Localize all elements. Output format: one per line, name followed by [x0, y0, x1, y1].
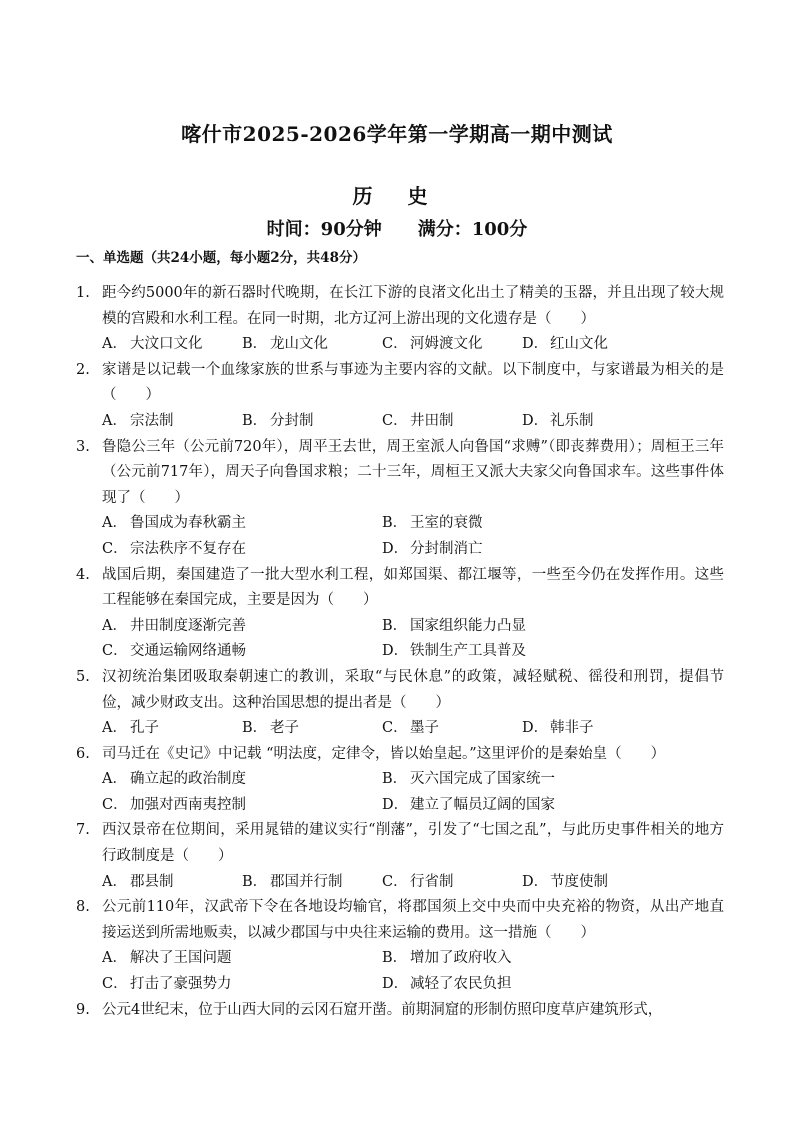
option-b: B． 老子 — [242, 720, 299, 737]
subject-title: 历 史 — [352, 184, 442, 208]
question-number: 6. — [76, 745, 90, 762]
option-c: C． 交通运输网络通畅 — [102, 643, 246, 660]
question-4 — [76, 563, 724, 665]
exam-title: 喀什市2025-2026学年第一学期高一期中测试 — [181, 122, 613, 146]
option-b: B． 灭六国完成了国家统一 — [382, 771, 555, 788]
score-label: 满分：100分 — [417, 219, 528, 240]
option-a: A． 郡县制 — [102, 873, 174, 890]
question-text: 汉初统治集团吸取秦朝速亡的教训，采取“与民休息”的政策，减轻赋税、徭役和刑罚，提倡节俭，减少财政支出。这种治国思想的提出者是（ ） — [102, 668, 724, 711]
section-heading: 一、单选题（共24小题，每小题2分，共48分） — [76, 250, 366, 266]
option-c: C． 宗法秩序不复存在 — [102, 540, 246, 557]
question-number: 1. — [76, 285, 90, 301]
options — [102, 332, 724, 358]
question-number: 8. — [76, 899, 90, 916]
option-b: B． 分封制 — [242, 412, 314, 429]
question-1 — [76, 281, 724, 358]
option-d: D． 建立了幅员辽阔的国家 — [382, 796, 555, 813]
option-b: B． 龙山文化 — [242, 336, 328, 353]
option-b: B． 王室的衰微 — [382, 515, 483, 532]
options — [102, 870, 724, 896]
time-label: 时间：90分钟 — [266, 219, 382, 240]
question-number: 7. — [76, 822, 90, 839]
option-a: A． 确立起的政治制度 — [102, 771, 246, 788]
option-a: A． 解决了王国问题 — [102, 950, 232, 967]
option-d: D． 减轻了农民负担 — [382, 976, 512, 993]
option-a: A． 大汶口文化 — [102, 336, 203, 353]
options — [102, 511, 724, 562]
option-b: B． 郡国并行制 — [242, 873, 343, 890]
options — [102, 716, 724, 742]
option-a: A． 宗法制 — [102, 412, 174, 429]
question-number: 3. — [76, 438, 90, 455]
question-number: 4. — [76, 566, 90, 583]
question-text: 公元4世纪末，位于山西大同的云冈石窟开凿。前期洞窟的形制仿照印度草庐建筑形式， — [102, 1001, 663, 1018]
option-d: D． 礼乐制 — [522, 412, 594, 429]
option-d: D． 韩非子 — [522, 720, 594, 737]
question-number: 9. — [76, 1001, 90, 1018]
options — [102, 409, 724, 435]
question-number: 2. — [76, 361, 90, 378]
option-c: C． 行省制 — [382, 873, 454, 890]
question-number: 5. — [76, 668, 90, 685]
question-3 — [76, 435, 724, 563]
option-d: D． 铁制生产工具普及 — [382, 643, 526, 660]
question-text: 距今约5000年的新石器时代晚期，在长江下游的良渚文化出土了精美的玉器，并且出现了较大规模的宫殿和水利工程。在同一时期，北方辽河上游出现的文化遗存是（ ） — [102, 285, 724, 327]
option-d: D． 分封制消亡 — [382, 540, 483, 557]
question-text: 西汉景帝在位期间，采用晁错的建议实行“削藩”，引发了“七国之乱”，与此历史事件相关的地方行政制度是（ ） — [102, 822, 724, 865]
option-c: C． 井田制 — [382, 412, 454, 429]
option-c: C． 墨子 — [382, 720, 439, 737]
question-text: 家谱是以记载一个血缘家族的世系与事迹为主要内容的文献。以下制度中，与家谱最为相关的是（ ） — [102, 361, 724, 404]
option-a: A． 鲁国成为春秋霸主 — [102, 515, 246, 532]
option-d: D． 红山文化 — [522, 336, 608, 353]
option-b: B． 国家组织能力凸显 — [382, 617, 526, 634]
option-a: A． 井田制度逐渐完善 — [102, 617, 246, 634]
question-text: 鲁隐公三年（公元前720年），周平王去世，周王室派人向鲁国“求赙”（即丧葬费用）；周桓王三年（公元前717年），周天子向鲁国求粮；二十三年，周桓王又派大夫家父向鲁国求车。这些事件体现了（ ） — [102, 438, 724, 506]
option-b: B． 增加了政府收入 — [382, 950, 512, 967]
option-c: C． 打击了豪强势力 — [102, 976, 232, 993]
question-8 — [76, 895, 724, 997]
exam-meta — [0, 215, 794, 241]
question-9 — [76, 998, 724, 1024]
question-list — [76, 281, 724, 1023]
question-text: 战国后期，秦国建造了一批大型水利工程，如郑国渠、都江堰等，一些至今仍在发挥作用。这些工程能够在秦国完成，主要是因为（ ） — [102, 566, 724, 609]
question-text: 司马迁在《史记》中记载 “明法度，定律令，皆以始皇起。”这里评价的是秦始皇（ ） — [102, 745, 666, 762]
question-7 — [76, 818, 724, 895]
question-5 — [76, 665, 724, 742]
option-d: D． 节度使制 — [522, 873, 608, 890]
options — [102, 946, 724, 997]
question-6 — [76, 742, 724, 819]
options — [102, 767, 724, 818]
question-2 — [76, 358, 724, 435]
option-c: C． 加强对西南夷控制 — [102, 796, 246, 813]
option-c: C． 河姆渡文化 — [382, 336, 483, 353]
option-a: A． 孔子 — [102, 720, 159, 737]
options — [102, 614, 724, 665]
question-text: 公元前110年，汉武帝下令在各地设均输官，将郡国须上交中央而中央充裕的物资，从出产地直接运送到所需地贩卖，以减少郡国与中央往来运输的费用。这一措施（ ） — [102, 899, 724, 941]
